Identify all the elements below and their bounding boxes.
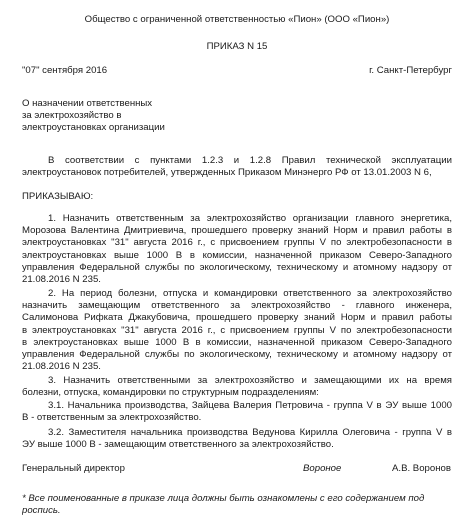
order-date: "07" сентября 2016 <box>22 65 108 76</box>
order-city: г. Санкт-Петербург <box>369 65 452 76</box>
signature-position: Генеральный директор <box>22 463 125 474</box>
item-line: 21.08.2016 N 235. <box>22 361 101 373</box>
preamble <box>22 155 452 179</box>
item-line: 21.08.2016 N 235. <box>22 273 101 285</box>
item-line: ЭУ выше 1000 В - замещающим ответственного за электрохозяйство. <box>22 439 334 451</box>
footnote-line: роспись. <box>22 505 61 517</box>
order-subject <box>22 98 452 135</box>
item-line: управления Федеральной службы по экологическому, техническому и атомному надзору от <box>22 348 452 360</box>
item-3-1 <box>22 400 452 424</box>
item-line: 3.1. Начальника производства, Зайцева Валерия Петровича - группа V в ЭУ выше 1000 <box>48 400 452 411</box>
subject-line: электроустановках организации <box>22 122 165 134</box>
item-3 <box>22 375 452 399</box>
item-line: Салимонова Рифката Джакубовича, прошедшего проверку знаний Норм и правил работы <box>22 312 452 324</box>
item-line: болезни, отпуска, командировки по структурным подразделениям: <box>22 387 319 399</box>
item-line: В - ответственным за электрохозяйство. <box>22 412 202 424</box>
item-line: 3.2. Заместителя начальника производства Ведунова Кирилла Олеговича - группа V в <box>48 427 452 438</box>
preamble-line: электроустановок потребителей, утвержденных Приказом Минэнерго РФ от 13.01.2003 N 6, <box>22 167 432 179</box>
item-line: 3. Назначить ответственными за электрохозяйство и замещающими их на время <box>48 375 452 386</box>
footnote-line: * Все поименованные в приказе лица должны быть ознакомлены с его содержанием под <box>22 493 425 504</box>
item-3-2 <box>22 427 452 451</box>
item-line: электроустановках выше 1000 В в комиссии, назначенной приказом Северо-Западного <box>22 249 452 261</box>
handwritten-signature: Вороное <box>303 463 342 474</box>
preamble-line: В соответствии с пунктами 1.2.3 и 1.2.8 Правил технической эксплуатации <box>48 155 452 166</box>
signature-name: А.В. Воронов <box>392 463 451 474</box>
footnote <box>22 493 452 517</box>
item-line: 2. На период болезни, отпуска и командировки ответственного за электрохозяйство <box>48 288 452 299</box>
organization-name: Общество с ограниченной ответственностью «Пион» (ООО «Пион») <box>84 14 390 25</box>
item-2 <box>22 288 452 373</box>
subject-line: за электрохозяйство в <box>22 110 122 122</box>
item-1 <box>22 213 452 286</box>
item-line: управления Федеральной службы по экологическому, техническому и атомному надзору от <box>22 261 452 273</box>
item-line: в электроустановках "31" августа 2016 г., с присвоением группы V по электробезопасности <box>22 324 452 336</box>
item-line: 1. Назначить ответственным за электрохозяйство организации главного энергетика, <box>48 213 452 224</box>
item-line: в электроустановках выше 1000 В в комиссии, назначенной приказом Северо-Западного <box>22 336 452 348</box>
order-word: ПРИКАЗЫВАЮ: <box>22 191 94 202</box>
item-line: Морозова Валентина Дмитриевича, прошедшего проверку знаний Норм и правил работы в <box>22 225 452 237</box>
item-line: назначить замещающим ответственного за электрохозяйство - главного инженера, <box>22 300 452 312</box>
order-title: ПРИКАЗ N 15 <box>206 41 268 52</box>
subject-line: О назначении ответственных <box>22 98 153 109</box>
item-line: электроустановках "31" августа 2016 г., с присвоением группы V по электробезопасности в <box>22 237 452 249</box>
